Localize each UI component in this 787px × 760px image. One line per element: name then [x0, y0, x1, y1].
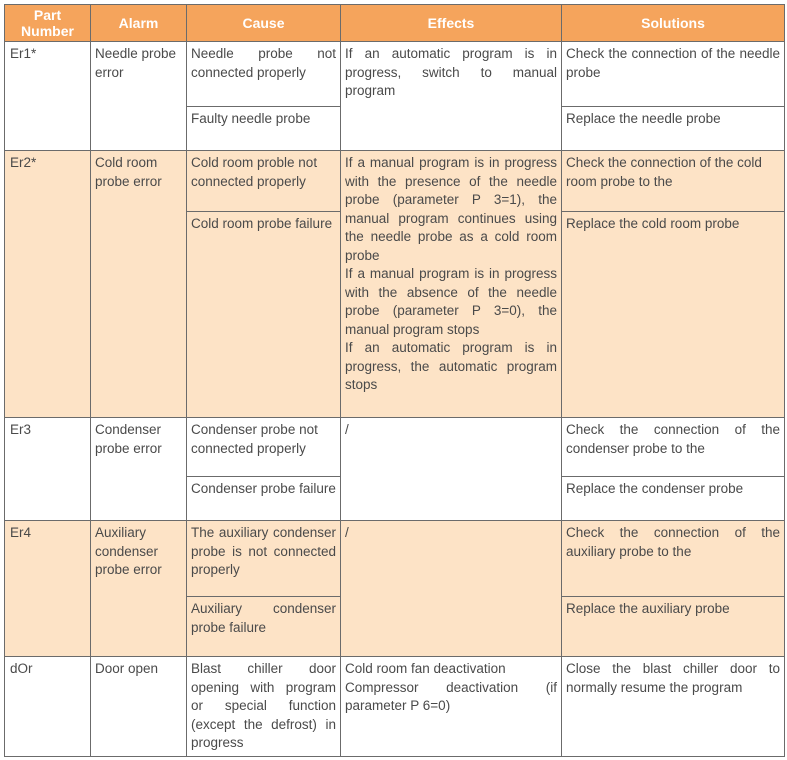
cause-cell: Condenser probe not connected properly — [187, 418, 341, 477]
header-part-number: Part Number — [5, 5, 91, 42]
alarm-cell: Door open — [91, 657, 187, 757]
solution-cell: Replace the condenser probe — [562, 477, 785, 521]
alarm-table-container — [4, 4, 784, 757]
solution-cell: Check the connection of the needle probe — [562, 42, 785, 107]
effects-cell: If an automatic program is in progress, switch to manual program — [341, 42, 562, 151]
header-effects: Effects — [341, 5, 562, 42]
effects-cell: Cold room fan deactivation Compressor deactivation (if parameter P 6=0) — [341, 657, 562, 757]
alarm-cell: Auxiliary condenser probe error — [91, 521, 187, 657]
alarm-cell: Needle probe error — [91, 42, 187, 151]
header-solutions: Solutions — [562, 5, 785, 42]
alarm-cell: Condenser probe error — [91, 418, 187, 521]
solution-cell: Replace the auxiliary probe — [562, 597, 785, 657]
table-row — [5, 151, 785, 212]
part-number-cell: Er4 — [5, 521, 91, 657]
part-number-cell: Er3 — [5, 418, 91, 521]
cause-cell: The auxiliary condenser probe is not connected properly — [187, 521, 341, 597]
cause-cell: Needle probe not connected properly — [187, 42, 341, 107]
cause-cell: Condenser probe failure — [187, 477, 341, 521]
cause-cell: Auxiliary condenser probe failure — [187, 597, 341, 657]
alarm-table — [4, 4, 785, 757]
table-row — [5, 521, 785, 597]
part-number-cell: Er1* — [5, 42, 91, 151]
table-row — [5, 42, 785, 107]
part-number-cell: dOr — [5, 657, 91, 757]
effects-cell: / — [341, 521, 562, 657]
effects-cell: If a manual program is in progress with the presence of the needle probe (parameter P 3=1), the manual program continues using the needle probe as a cold room probe If a manual program is in progress with the absence of the needle probe (parameter P 3=0), the manual program stops If an automatic program is in progress, the automatic program stops — [341, 151, 562, 418]
table-row — [5, 418, 785, 477]
cause-cell: Faulty needle probe — [187, 107, 341, 151]
solution-cell: Check the connection of the cold room probe to the — [562, 151, 785, 212]
alarm-cell: Cold room probe error — [91, 151, 187, 418]
cause-cell: Cold room proble not connected properly — [187, 151, 341, 212]
header-row — [5, 5, 785, 42]
solution-cell: Check the connection of the auxiliary probe to the — [562, 521, 785, 597]
effects-cell: / — [341, 418, 562, 521]
solution-cell: Replace the cold room probe — [562, 212, 785, 418]
solution-cell: Close the blast chiller door to normally resume the program — [562, 657, 785, 757]
part-number-cell: Er2* — [5, 151, 91, 418]
table-row — [5, 657, 785, 757]
cause-cell: Blast chiller door opening with program or special function (except the defrost) in progress — [187, 657, 341, 757]
solution-cell: Check the connection of the condenser probe to the — [562, 418, 785, 477]
solution-cell: Replace the needle probe — [562, 107, 785, 151]
header-cause: Cause — [187, 5, 341, 42]
cause-cell: Cold room probe failure — [187, 212, 341, 418]
header-alarm: Alarm — [91, 5, 187, 42]
